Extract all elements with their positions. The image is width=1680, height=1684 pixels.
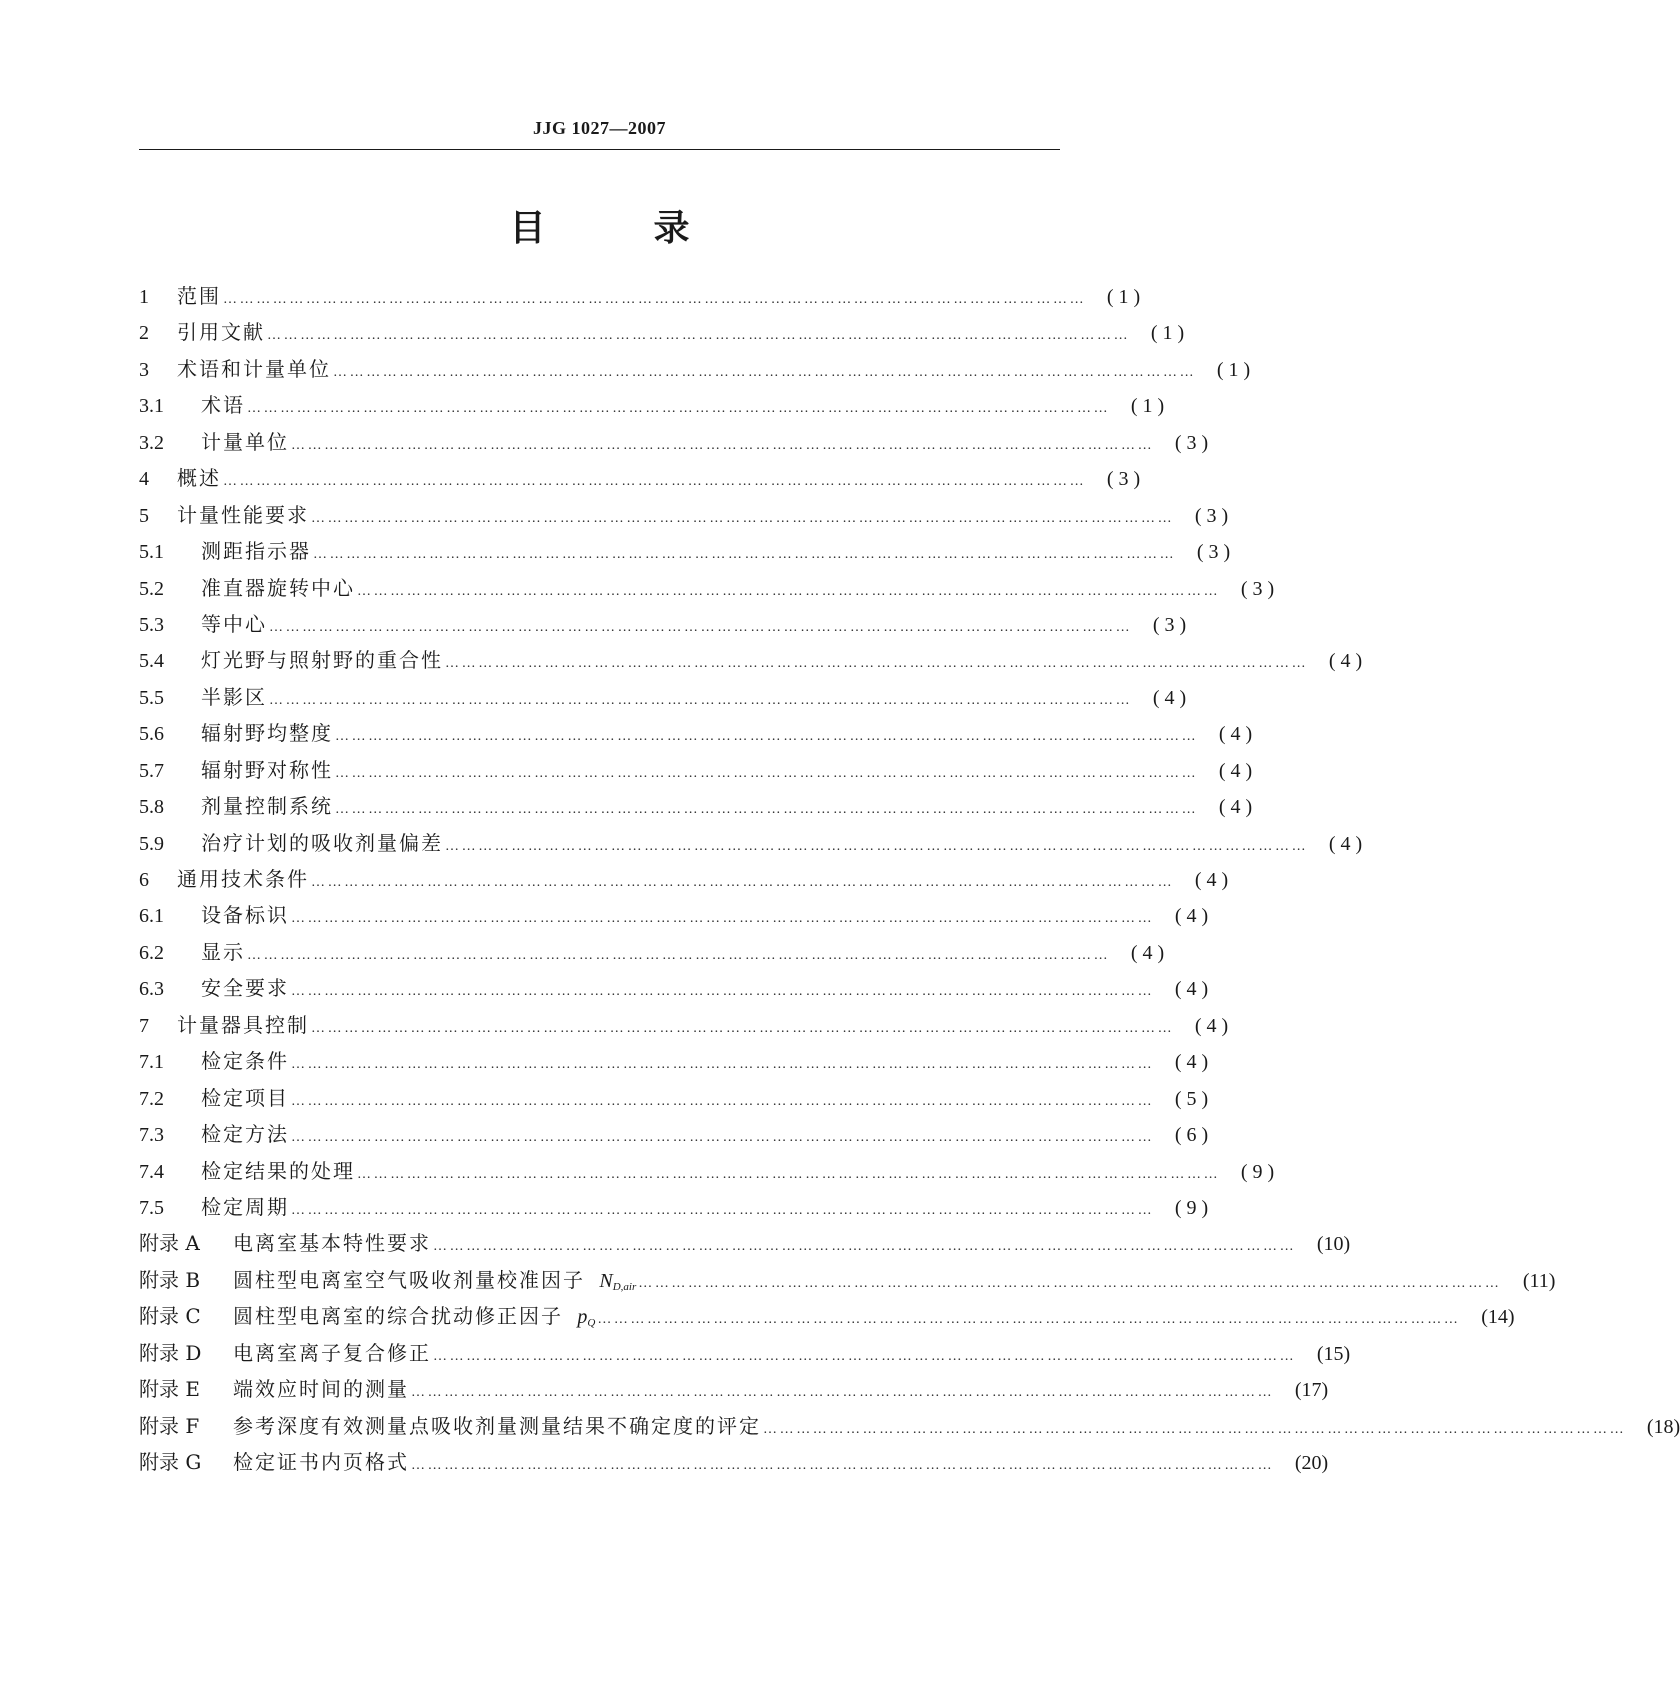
toc-entry-31[interactable]	[139, 1371, 1329, 1407]
toc-page-number: (10)	[1316, 1233, 1351, 1256]
toc-page-number: ( 1 )	[1150, 322, 1185, 345]
toc-page-number: ( 6 )	[1174, 1124, 1209, 1147]
toc-entry-22[interactable]	[139, 1043, 1209, 1079]
toc-entry-label	[201, 934, 245, 970]
toc-entry-label	[233, 1225, 431, 1261]
toc-entry-9[interactable]	[139, 570, 1275, 606]
math-symbol-main: p	[577, 1306, 588, 1329]
toc-entry-number: 6	[139, 869, 149, 891]
toc-entry-number: 6.2	[139, 941, 164, 964]
toc-entry-label-text: 辐射野对称性	[201, 757, 333, 782]
toc-entry-label-text: 圆柱型电离室空气吸收剂量校准因子	[233, 1267, 585, 1292]
toc-dot-leader: …………………………………………………………………………………………………………………………………………	[291, 1130, 1155, 1146]
toc-entry-label	[201, 897, 289, 933]
toc-entry-label	[201, 1043, 289, 1079]
toc-dot-leader: …………………………………………………………………………………………………………………………………………	[333, 364, 1197, 380]
toc-page-number: ( 3 )	[1196, 541, 1231, 564]
toc-entry-label-text: 计量单位	[201, 429, 289, 454]
toc-entry-1[interactable]	[139, 278, 1141, 314]
toc-entry-label-text: 检定结果的处理	[201, 1158, 355, 1183]
toc-entry-label-text: 电离室基本特性要求	[233, 1231, 431, 1256]
standard-code-header: JJG 1027—2007	[532, 118, 666, 138]
toc-entry-label-text: 引用文献	[177, 320, 265, 345]
toc-entry-number: 附录 E	[139, 1377, 200, 1402]
toc-page-number: ( 3 )	[1240, 577, 1275, 600]
toc-entry-label-text: 测距指示器	[201, 539, 311, 564]
math-symbol-main: N	[599, 1269, 613, 1292]
toc-entry-number: 7.1	[139, 1051, 164, 1074]
toc-entry-label-text: 半影区	[201, 684, 267, 709]
toc-entry-label	[201, 970, 289, 1006]
toc-entry-number: 5.5	[139, 686, 164, 709]
toc-entry-number: 附录 C	[139, 1304, 201, 1329]
toc-entry-number: 3.1	[139, 395, 164, 418]
toc-entry-label-text: 剂量控制系统	[201, 794, 333, 819]
toc-entry-label	[201, 642, 443, 678]
toc-entry-17[interactable]	[139, 861, 1229, 897]
toc-entry-label-text: 计量性能要求	[177, 502, 309, 527]
toc-entry-13[interactable]	[139, 715, 1253, 751]
toc-page-number: ( 1 )	[1130, 395, 1165, 418]
toc-dot-leader: …………………………………………………………………………………………………………………………………………	[445, 838, 1309, 854]
toc-entry-label	[177, 861, 309, 897]
toc-entry-number: 5.2	[139, 577, 164, 600]
toc-entry-label	[201, 752, 333, 788]
toc-entry-label-text: 灯光野与照射野的重合性	[201, 648, 443, 673]
toc-dot-leader: …………………………………………………………………………………………………………………………………………	[311, 875, 1175, 890]
toc-dot-leader: …………………………………………………………………………………………………………………………………………	[267, 328, 1131, 344]
toc-entry-label	[177, 497, 309, 533]
toc-dot-leader: …………………………………………………………………………………………………………………………………………	[357, 583, 1221, 599]
toc-entry-2[interactable]	[139, 314, 1185, 350]
toc-entry-16[interactable]	[139, 825, 1363, 861]
toc-entry-label	[201, 1116, 289, 1152]
toc-dot-leader: …………………………………………………………………………………………………………………………………………	[247, 947, 1111, 963]
toc-entry-label-text: 检定证书内页格式	[233, 1450, 409, 1474]
toc-entry-label	[201, 679, 267, 715]
toc-entry-label-text: 通用技术条件	[177, 867, 309, 891]
toc-entry-number: 附录 F	[139, 1413, 200, 1438]
toc-page-number: ( 3 )	[1152, 613, 1187, 636]
toc-dot-leader: …………………………………………………………………………………………………………………………………………	[291, 437, 1155, 453]
toc-entry-label-text: 计量器具控制	[177, 1012, 309, 1037]
toc-entry-label	[201, 1153, 355, 1189]
toc-entry-number: 5.1	[139, 541, 164, 564]
toc-entry-number: 5	[139, 504, 149, 527]
toc-entry-number: 4	[139, 468, 149, 491]
toc-entry-number: 7.5	[139, 1196, 164, 1219]
toc-dot-leader: …………………………………………………………………………………………………………………………………………	[291, 1057, 1155, 1073]
toc-page-number: ( 9 )	[1174, 1196, 1209, 1219]
toc-dot-leader: …………………………………………………………………………………………………………………………………………	[411, 1385, 1275, 1401]
toc-entry-14[interactable]	[139, 752, 1253, 788]
toc-page-number: (15)	[1316, 1342, 1351, 1365]
toc-entry-label-text: 术语	[201, 393, 245, 418]
toc-dot-leader: …………………………………………………………………………………………………………………………………………	[357, 1166, 1221, 1182]
toc-dot-leader: …………………………………………………………………………………………………………………………………………	[763, 1421, 1627, 1437]
toc-entry-label-text: 准直器旋转中心	[201, 575, 355, 600]
toc-page-number: ( 4 )	[1174, 905, 1209, 928]
toc-entry-label-text: 参考深度有效测量点吸收剂量测量结果不确定度的评定	[233, 1413, 761, 1438]
toc-entry-label-text: 圆柱型电离室的综合扰动修正因子	[233, 1304, 563, 1329]
toc-entry-number: 5.3	[139, 613, 164, 636]
toc-entry-label-text: 检定项目	[201, 1085, 289, 1110]
table-of-contents	[139, 278, 1680, 1480]
toc-dot-leader: …………………………………………………………………………………………………………………………………………	[597, 1312, 1461, 1328]
toc-page-number: ( 1 )	[1106, 286, 1141, 308]
toc-entry-label	[201, 606, 267, 642]
math-symbol-subscript: D,air	[612, 1280, 637, 1293]
toc-entry-19[interactable]	[139, 934, 1165, 970]
toc-dot-leader: …………………………………………………………………………………………………………………………………………	[311, 510, 1175, 526]
toc-entry-number: 5.9	[139, 832, 164, 855]
toc-page-number: ( 1 )	[1216, 358, 1251, 381]
toc-entry-30[interactable]	[139, 1335, 1351, 1371]
toc-entry-33[interactable]	[139, 1444, 1329, 1480]
toc-entry-label-text: 辐射野均整度	[201, 721, 333, 746]
toc-page-number: ( 4 )	[1218, 796, 1253, 819]
toc-entry-15[interactable]	[139, 788, 1253, 824]
toc-entry-10[interactable]	[139, 606, 1187, 642]
toc-entry-number: 附录 D	[139, 1340, 202, 1365]
toc-dot-leader: …………………………………………………………………………………………………………………………………………	[291, 911, 1155, 927]
toc-dot-leader: …………………………………………………………………………………………………………………………………………	[313, 547, 1177, 563]
toc-page-number: ( 4 )	[1174, 978, 1209, 1001]
toc-page-number: ( 4 )	[1130, 941, 1165, 964]
toc-entry-32[interactable]	[139, 1408, 1680, 1444]
toc-entry-21[interactable]	[139, 1007, 1229, 1043]
toc-entry-label	[201, 1189, 289, 1225]
math-symbol-subscript: Q	[587, 1317, 596, 1330]
toc-entry-8[interactable]	[139, 533, 1231, 569]
toc-dot-leader: …………………………………………………………………………………………………………………………………………	[223, 474, 1087, 490]
toc-entry-label-text: 安全要求	[201, 976, 289, 1001]
toc-entry-label-text: 范围	[177, 284, 221, 308]
toc-page-number: ( 3 )	[1194, 504, 1229, 527]
toc-entry-number: 5.4	[139, 650, 164, 673]
toc-entry-3[interactable]	[139, 351, 1251, 387]
toc-entry-number: 7	[139, 1014, 149, 1037]
toc-entry-20[interactable]	[139, 970, 1209, 1006]
toc-page-number: ( 4 )	[1194, 869, 1229, 891]
toc-entry-math-symbol	[599, 1270, 636, 1292]
toc-entry-label	[201, 1080, 289, 1116]
toc-entry-number: 7.2	[139, 1087, 164, 1110]
toc-entry-number: 3.2	[139, 431, 164, 454]
toc-entry-4[interactable]	[139, 387, 1165, 423]
toc-entry-label-text: 显示	[201, 939, 245, 964]
toc-entry-12[interactable]	[139, 679, 1187, 715]
toc-entry-label	[177, 351, 331, 387]
toc-page-number: (17)	[1294, 1379, 1329, 1402]
toc-dot-leader: …………………………………………………………………………………………………………………………………………	[247, 401, 1111, 417]
toc-entry-label-text: 等中心	[201, 611, 267, 636]
toc-dot-leader: …………………………………………………………………………………………………………………………………………	[433, 1239, 1297, 1255]
toc-title: 目 录	[509, 208, 690, 249]
toc-dot-leader: …………………………………………………………………………………………………………………………………………	[291, 1202, 1155, 1218]
toc-page-number: (14)	[1481, 1306, 1515, 1329]
toc-entry-25[interactable]	[139, 1153, 1275, 1189]
toc-dot-leader: …………………………………………………………………………………………………………………………………………	[433, 1348, 1297, 1364]
toc-dot-leader: …………………………………………………………………………………………………………………………………………	[291, 984, 1155, 1000]
toc-page-number: ( 3 )	[1174, 431, 1209, 454]
toc-dot-leader: …………………………………………………………………………………………………………………………………………	[223, 292, 1087, 307]
toc-entry-number: 6.1	[139, 905, 164, 928]
toc-entry-label-text: 治疗计划的吸收剂量偏差	[201, 830, 443, 855]
toc-entry-label-text: 设备标识	[201, 903, 289, 928]
toc-entry-label-text: 端效应时间的测量	[233, 1377, 409, 1402]
toc-entry-label	[177, 460, 221, 496]
toc-dot-leader: …………………………………………………………………………………………………………………………………………	[411, 1458, 1275, 1473]
toc-entry-label-text: 检定条件	[201, 1049, 289, 1074]
toc-page-number: (18)	[1646, 1415, 1680, 1438]
toc-entry-number: 附录 G	[139, 1450, 202, 1474]
toc-entry-label	[201, 788, 333, 824]
toc-entry-number: 3	[139, 358, 149, 381]
toc-entry-11[interactable]	[139, 642, 1363, 678]
toc-entry-label-text: 检定方法	[201, 1122, 289, 1147]
toc-entry-label	[233, 1371, 409, 1407]
toc-dot-leader: …………………………………………………………………………………………………………………………………………	[445, 656, 1309, 672]
toc-page-number: ( 4 )	[1152, 686, 1187, 709]
toc-entry-number: 7.4	[139, 1160, 164, 1183]
toc-entry-label-text: 检定周期	[201, 1194, 289, 1219]
toc-entry-18[interactable]	[139, 897, 1209, 933]
toc-entry-label-text: 电离室离子复合修正	[233, 1340, 431, 1365]
toc-entry-label-text: 术语和计量单位	[177, 356, 331, 381]
toc-entry-27[interactable]	[139, 1225, 1351, 1261]
toc-page-number: ( 4 )	[1218, 759, 1253, 782]
toc-entry-number: 5.7	[139, 759, 164, 782]
toc-entry-5[interactable]	[139, 424, 1209, 460]
toc-dot-leader: …………………………………………………………………………………………………………………………………………	[335, 802, 1199, 818]
toc-dot-leader: …………………………………………………………………………………………………………………………………………	[638, 1275, 1502, 1291]
toc-entry-number: 2	[139, 322, 149, 345]
toc-entry-number: 7.3	[139, 1124, 164, 1147]
toc-entry-28[interactable]	[139, 1262, 1556, 1298]
toc-entry-label	[177, 314, 265, 350]
toc-entry-number: 6.3	[139, 978, 164, 1001]
toc-dot-leader: …………………………………………………………………………………………………………………………………………	[291, 1093, 1155, 1109]
toc-entry-24[interactable]	[139, 1116, 1209, 1152]
toc-entry-6[interactable]	[139, 460, 1141, 496]
toc-entry-7[interactable]	[139, 497, 1229, 533]
toc-page-number: ( 5 )	[1174, 1087, 1209, 1110]
toc-entry-label	[201, 533, 311, 569]
toc-page-number: ( 4 )	[1174, 1051, 1209, 1074]
toc-page-number: ( 3 )	[1106, 468, 1141, 491]
toc-dot-leader: …………………………………………………………………………………………………………………………………………	[335, 765, 1199, 781]
toc-entry-number: 附录 B	[139, 1267, 201, 1292]
toc-entry-label	[201, 825, 443, 861]
toc-entry-label	[177, 1007, 309, 1043]
toc-entry-number: 5.8	[139, 796, 164, 819]
toc-page-number: (11)	[1522, 1269, 1556, 1292]
toc-entry-label	[201, 387, 245, 423]
toc-entry-number: 5.6	[139, 723, 164, 746]
toc-dot-leader: …………………………………………………………………………………………………………………………………………	[311, 1020, 1175, 1036]
toc-page-number: ( 4 )	[1218, 723, 1253, 746]
toc-entry-number: 1	[139, 286, 149, 308]
toc-entry-label	[201, 424, 289, 460]
toc-dot-leader: …………………………………………………………………………………………………………………………………………	[335, 729, 1199, 745]
toc-entry-label	[201, 570, 355, 606]
header-rule	[139, 149, 1060, 150]
toc-dot-leader: …………………………………………………………………………………………………………………………………………	[269, 619, 1133, 635]
toc-entry-23[interactable]	[139, 1080, 1209, 1116]
toc-entry-label	[233, 1444, 409, 1480]
toc-entry-math-symbol	[577, 1306, 595, 1328]
toc-dot-leader: …………………………………………………………………………………………………………………………………………	[269, 692, 1133, 708]
toc-entry-29[interactable]	[139, 1298, 1515, 1334]
toc-page-number: ( 4 )	[1328, 832, 1363, 855]
toc-page-number: ( 4 )	[1194, 1014, 1229, 1037]
toc-entry-label	[201, 715, 333, 751]
toc-page-number: (20)	[1294, 1452, 1329, 1474]
toc-entry-label-text: 概述	[177, 466, 221, 491]
toc-entry-label	[177, 278, 221, 314]
toc-entry-number: 附录 A	[139, 1231, 200, 1256]
toc-page-number: ( 9 )	[1240, 1160, 1275, 1183]
toc-entry-label	[233, 1408, 761, 1444]
toc-entry-26[interactable]	[139, 1189, 1209, 1225]
toc-entry-label	[233, 1335, 431, 1371]
toc-page-number: ( 4 )	[1328, 650, 1363, 673]
